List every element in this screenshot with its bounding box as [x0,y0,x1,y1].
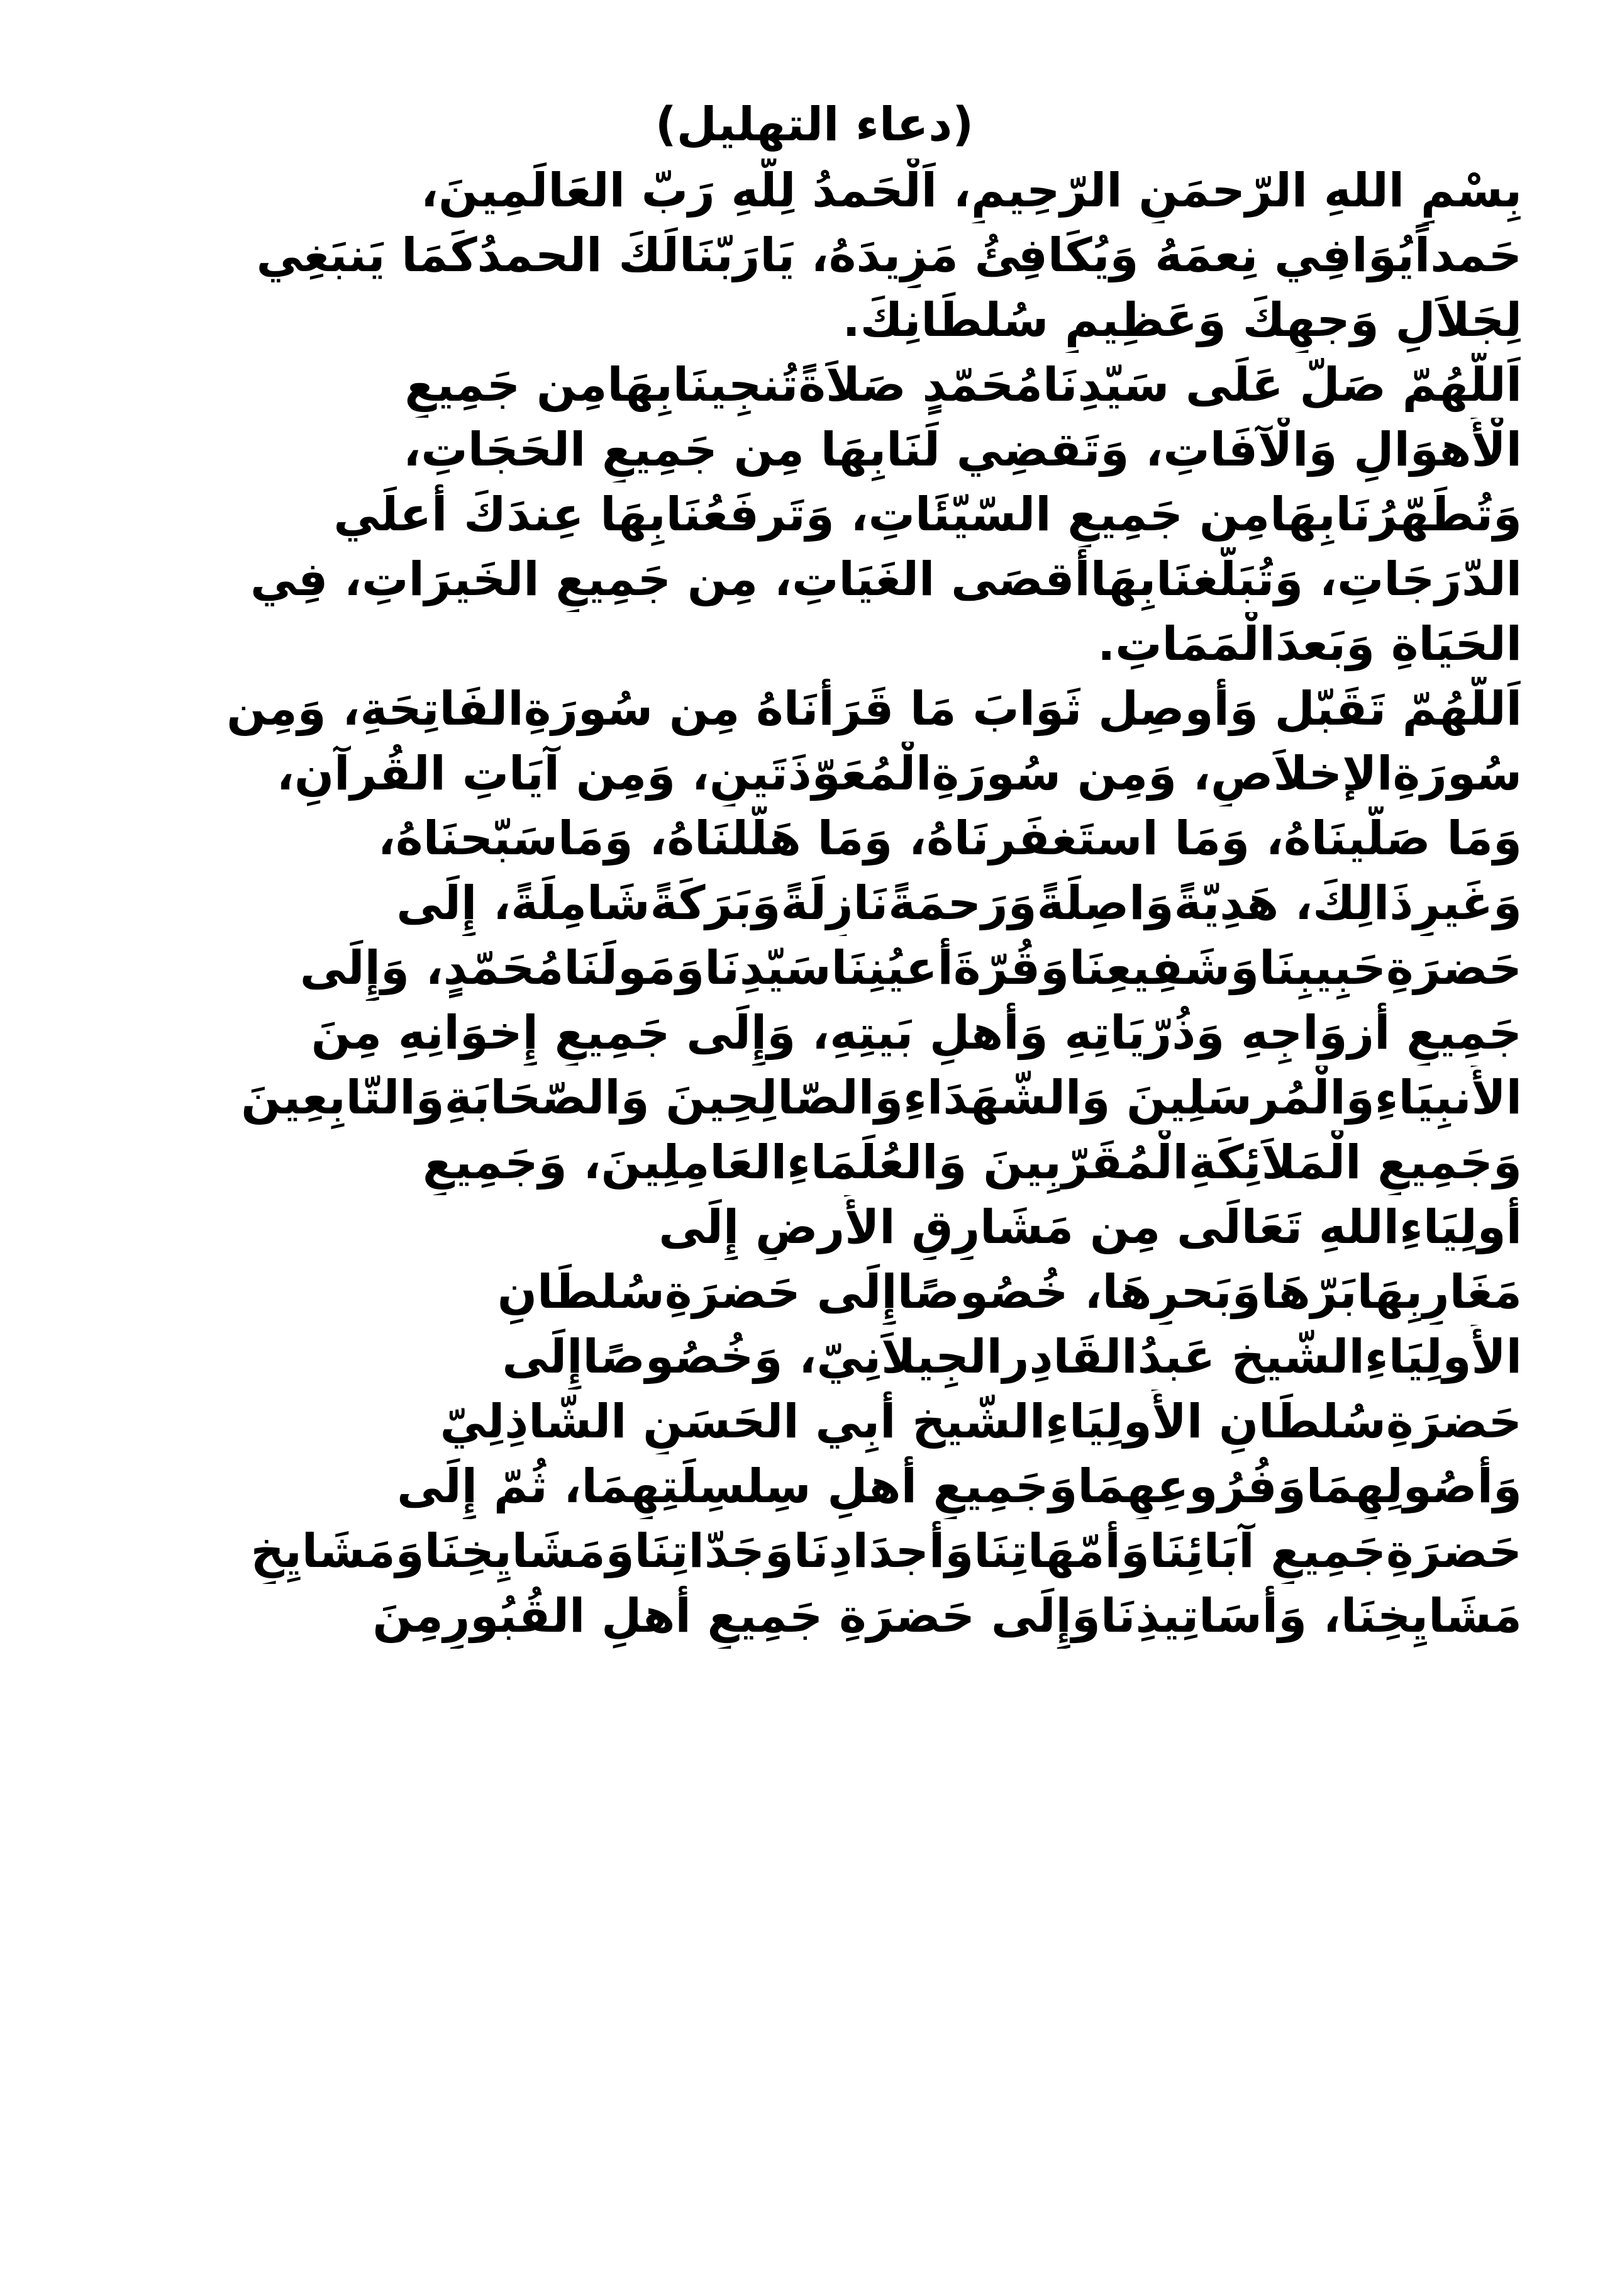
text-line: وَأُصُولِهِمَاوَفُرُوعِهِمَاوَجَمِيعِ أَهلِ سِلسِلَتِهِمَا، ثُمّ إِلَى [397,1459,1522,1513]
text-line: الحَيَاةِ وَبَعدَالْمَمَاتِ. [1097,617,1522,671]
text-line: سُورَةِالإخلاَصِ، وَمِن سُورَةِالْمُعَوّذَتَينِ، وَمِن آيَاتِ القُرآنِ، [276,747,1522,801]
prayer-text [107,159,1522,1649]
text-line: اَللّهُمّ تَقَبّل وَأَوصِل ثَوَابَ مَا قَرَأنَاهُ مِن سُورَةِالفَاتِحَةِ، وَمِن [226,682,1522,736]
document-title: (دعاء التهليل) [655,98,974,152]
text-line: الْأَهوَالِ وَالْآفَاتِ، وَتَقضِي لَنَابِهَا مِن جَمِيعِ الحَجَاتِ، [403,423,1522,477]
text-line: اَللّهُمّ صَلّ عَلَى سَيّدِنَامُحَمّدٍ صَلاَةًتُنجِينَابِهَامِن جَمِيعِ [404,358,1522,412]
document-page [107,94,1522,2271]
text-line: بِسْمِ اللهِ الرّحمَنِ الرّحِيمِ، اَلْحَمدُ لِلّهِ رَبّ العَالَمِينَ، [421,164,1522,218]
text-line: وَغَيرِذَالِكَ، هَدِيّةًوَاصِلَةًوَرَحمَةًنَازِلَةًوَبَرَكَةًشَامِلَةً، إِلَى [396,876,1522,930]
text-line: أَولِيَاءِاللهِ تَعَالَى مِن مَشَارِقِ الأَرضِ إِلَى [658,1200,1522,1254]
text-line: حَضرَةِسُلطَانِ الأَولِيَاءِالشّيخ أَبِي الحَسَنِ الشّاذِلِيّ [440,1395,1522,1449]
text-line: الأَولِيَاءِالشّيخ عَبدُالقَادِرالجِيلاَنِيّ، وَخُصُوصًاإِلَى [502,1330,1522,1384]
text-line: حَمداًيُوَافِي نِعمَهُ وَيُكَافِئُ مَزِيدَهُ، يَارَبّنَالَكَ الحمدُكَمَا يَنبَغِي [256,228,1522,282]
text-line: وَتُطَهّرُنَابِهَامِن جَمِيعِ السّيّئَاتِ، وَتَرفَعُنَابِهَا عِندَكَ أَعلَي [333,488,1522,542]
text-line: جَمِيعِ أَزوَاجِهِ وَذُرّيَاتِهِ وَأَهلِ بَيتِهِ، وَإِلَى جَمِيعِ إِخوَانِهِ مِنَ [311,1006,1522,1060]
text-line: الأَنبِيَاءِوَالْمُرسَلِينَ وَالشّهَدَاءِوَالصّالِحِينَ وَالصّحَابَةِوَالتّابِعِينَ [241,1071,1522,1125]
text-line: حَضرَةِحَبِيبِنَاوَشَفِيعِنَاوَقُرّةَأَعيُنِنَاسَيّدِنَاوَمَولَنَامُحَمّدٍ، وَإِلَى [299,941,1522,995]
text-line: لِجَلاَلِ وَجهِكَ وَعَظِيمِ سُلطَانِكَ. [842,293,1522,347]
text-line: وَمَا صَلّينَاهُ، وَمَا استَغفَرنَاهُ، وَمَا هَلّلنَاهُ، وَمَاسَبّحنَاهُ، [377,811,1522,866]
text-line: حَضرَةِجَمِيعِ آبَائِنَاوَأُمّهَاتِنَاوَأَجدَادِنَاوَجَدّاتِنَاوَمَشَايِخِنَاوَمَشَايِخِ [250,1524,1522,1578]
text-line: وَجَمِيعِ الْمَلاَئِكَةِالْمُقَرّبِينَ وَالعُلَمَاءِالعَامِلِينَ، وَجَمِيعِ [423,1135,1522,1190]
text-line: الدّرَجَاتِ، وَتُبَلّغنَابِهَاأَقصَى الغَيَاتِ، مِن جَمِيعِ الخَيرَاتِ، فِي [250,552,1522,606]
text-line: مَشَايِخِنَا، وَأَسَاتِيذِنَاوَإِلَى حَضرَةِ جَمِيعِ أَهلِ القُبُورِمِنَ [372,1589,1522,1643]
text-line: مَغَارِبِهَابَرّهَاوَبَحرِهَا، خُصُوصًاإِلَى حَضرَةِسُلطَانِ [497,1265,1522,1319]
